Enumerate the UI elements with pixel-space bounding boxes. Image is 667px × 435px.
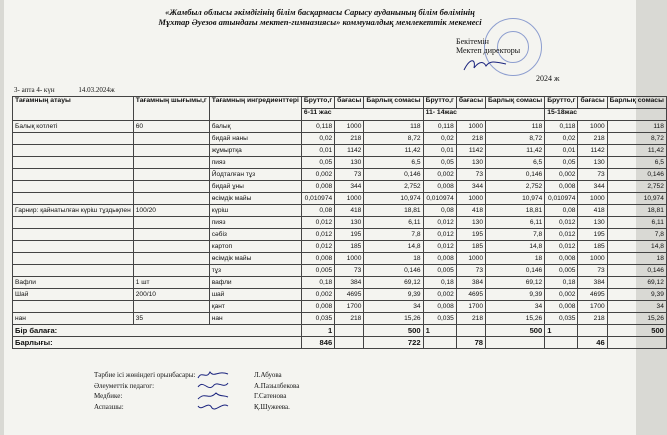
- value-cell: 6,11: [486, 217, 545, 229]
- value-cell: 18,81: [486, 205, 545, 217]
- value-cell: 0,012: [545, 241, 578, 253]
- col-price-2: бағасы: [456, 97, 485, 109]
- overall-row: [13, 337, 667, 349]
- approval-title: Бекітемін: [456, 37, 489, 46]
- value-cell: 6,11: [364, 217, 423, 229]
- value-cell: 0,02: [301, 133, 334, 145]
- table-row: [13, 241, 667, 253]
- value-cell: 0,008: [545, 181, 578, 193]
- dish-cell: [13, 265, 134, 277]
- signature-name: Л.Абуова: [254, 371, 282, 379]
- col-brutto-1: Брутто,г: [301, 97, 334, 109]
- value-cell: 195: [335, 229, 364, 241]
- dish-cell: [13, 253, 134, 265]
- value-cell: 384: [578, 277, 607, 289]
- value-cell: 0,008: [423, 253, 456, 265]
- ingredient-cell: тұз: [209, 265, 301, 277]
- signature-role: Әлеуметтік педагог:: [94, 381, 155, 390]
- per-child-label: Бір балаға:: [13, 325, 302, 337]
- value-cell: 0,146: [607, 169, 666, 181]
- value-cell: 6,11: [607, 217, 666, 229]
- table-row: [13, 289, 667, 301]
- ingredient-cell: бидай наны: [209, 133, 301, 145]
- value-cell: 0,008: [301, 181, 334, 193]
- value-cell: 0,008: [301, 301, 334, 313]
- value-cell: 10,974: [486, 193, 545, 205]
- value-cell: 69,12: [486, 277, 545, 289]
- output-cell: [133, 265, 209, 277]
- value-cell: 34: [486, 301, 545, 313]
- value-cell: 0,008: [545, 301, 578, 313]
- value-cell: 1000: [578, 193, 607, 205]
- col-output: Тағамның шығымы,г: [133, 97, 209, 121]
- dish-cell: [13, 133, 134, 145]
- value-cell: 15,26: [364, 313, 423, 325]
- output-cell: 100/20: [133, 205, 209, 217]
- value-cell: 1142: [335, 145, 364, 157]
- ingredient-cell: пияз: [209, 157, 301, 169]
- ingredient-cell: қант: [209, 301, 301, 313]
- value-cell: 1000: [456, 253, 485, 265]
- output-cell: [133, 241, 209, 253]
- value-cell: 384: [456, 277, 485, 289]
- ingredient-cell: сәбіз: [209, 229, 301, 241]
- table-row: [13, 181, 667, 193]
- table-row: [13, 265, 667, 277]
- value-cell: 1000: [578, 121, 607, 133]
- output-cell: [133, 133, 209, 145]
- value-cell: 18: [607, 253, 666, 265]
- value-cell: 34: [364, 301, 423, 313]
- value-cell: 7,8: [607, 229, 666, 241]
- value-cell: 15,26: [607, 313, 666, 325]
- output-cell: [133, 253, 209, 265]
- value-cell: 0,01: [545, 145, 578, 157]
- table-row: [13, 145, 667, 157]
- value-cell: 0,012: [423, 229, 456, 241]
- menu-date: 14.03.2024ж: [78, 86, 115, 94]
- value-cell: 7,8: [486, 229, 545, 241]
- value-cell: 0,05: [545, 157, 578, 169]
- director-signature-icon: [462, 56, 508, 74]
- value-cell: 185: [578, 241, 607, 253]
- value-cell: 384: [335, 277, 364, 289]
- overall-count-2: 78: [456, 337, 485, 349]
- ingredient-cell: өсімдік майы: [209, 253, 301, 265]
- value-cell: 73: [456, 265, 485, 277]
- value-cell: 1000: [335, 121, 364, 133]
- value-cell: 18: [486, 253, 545, 265]
- per-child-count-3: 1: [545, 325, 578, 337]
- table-row: [13, 205, 667, 217]
- value-cell: 4695: [456, 289, 485, 301]
- ingredient-cell: картоп: [209, 241, 301, 253]
- value-cell: 18: [364, 253, 423, 265]
- menu-meta: [14, 86, 137, 94]
- value-cell: 185: [335, 241, 364, 253]
- value-cell: 1142: [456, 145, 485, 157]
- value-cell: 118: [364, 121, 423, 133]
- signature-name: А.Пазылбекова: [254, 381, 300, 390]
- col-total-2: Барлық сомасы: [486, 97, 545, 109]
- value-cell: 0,002: [423, 169, 456, 181]
- output-cell: [133, 301, 209, 313]
- value-cell: 0,118: [545, 121, 578, 133]
- value-cell: 0,08: [301, 205, 334, 217]
- table-row: [13, 157, 667, 169]
- value-cell: 0,118: [301, 121, 334, 133]
- value-cell: 73: [335, 169, 364, 181]
- value-cell: 0,012: [301, 241, 334, 253]
- table-row: [13, 133, 667, 145]
- per-child-count-1: 1: [301, 325, 334, 337]
- value-cell: 6,5: [364, 157, 423, 169]
- value-cell: 130: [335, 217, 364, 229]
- value-cell: 0,012: [301, 217, 334, 229]
- dish-cell: Гарнир: қайнатылған күріш тұздықпен: [13, 205, 134, 217]
- signature-role: Аспазшы:: [94, 402, 124, 411]
- value-cell: 0,002: [301, 169, 334, 181]
- signature-name: Қ.Шужеева.: [254, 402, 290, 411]
- output-cell: [133, 169, 209, 181]
- value-cell: 418: [335, 205, 364, 217]
- per-child-row: [13, 325, 667, 337]
- value-cell: 0,146: [486, 169, 545, 181]
- approval-year: 2024 ж: [536, 74, 560, 83]
- value-cell: 0,02: [423, 133, 456, 145]
- ingredient-cell: вафли: [209, 277, 301, 289]
- value-cell: 9,39: [607, 289, 666, 301]
- value-cell: 14,8: [486, 241, 545, 253]
- school-header-line2: Мұхтар Әуезов атындағы мектеп-гимназиясы» коммуналдық мемлекеттік мекемесі: [158, 17, 482, 27]
- value-cell: 0,008: [301, 253, 334, 265]
- value-cell: 18,81: [364, 205, 423, 217]
- value-cell: 0,035: [423, 313, 456, 325]
- table-row: [13, 277, 667, 289]
- value-cell: 9,39: [486, 289, 545, 301]
- value-cell: 0,002: [301, 289, 334, 301]
- value-cell: 7,8: [364, 229, 423, 241]
- col-dish: Тағамның атауы: [13, 97, 134, 121]
- value-cell: 218: [456, 133, 485, 145]
- ingredient-cell: шай: [209, 289, 301, 301]
- value-cell: 0,005: [423, 265, 456, 277]
- value-cell: 0,010974: [301, 193, 334, 205]
- value-cell: 73: [456, 169, 485, 181]
- value-cell: 0,012: [423, 241, 456, 253]
- document-sheet: [4, 0, 664, 435]
- value-cell: 195: [456, 229, 485, 241]
- dish-cell: Шай: [13, 289, 134, 301]
- value-cell: 73: [578, 169, 607, 181]
- per-child-total-1: 500: [364, 325, 423, 337]
- value-cell: 418: [456, 205, 485, 217]
- output-cell: [133, 217, 209, 229]
- table-row: [13, 169, 667, 181]
- ingredient-cell: өсімдік майы: [209, 193, 301, 205]
- value-cell: 344: [578, 181, 607, 193]
- dish-cell: [13, 217, 134, 229]
- value-cell: 218: [456, 313, 485, 325]
- signature-icon: [196, 400, 230, 414]
- dish-cell: [13, 229, 134, 241]
- value-cell: 0,035: [301, 313, 334, 325]
- output-cell: 200/10: [133, 289, 209, 301]
- table-row: [13, 121, 667, 133]
- value-cell: 1000: [335, 193, 364, 205]
- value-cell: 0,012: [301, 229, 334, 241]
- per-child-count-2: 1: [423, 325, 456, 337]
- dish-cell: Вафли: [13, 277, 134, 289]
- value-cell: 11,42: [364, 145, 423, 157]
- dish-cell: [13, 145, 134, 157]
- value-cell: 0,146: [364, 169, 423, 181]
- week-day: 3- апта 4- күн: [14, 86, 55, 94]
- value-cell: 6,5: [607, 157, 666, 169]
- value-cell: 2,752: [486, 181, 545, 193]
- value-cell: 218: [578, 133, 607, 145]
- dish-cell: [13, 193, 134, 205]
- value-cell: 0,012: [545, 217, 578, 229]
- value-cell: 2,752: [364, 181, 423, 193]
- overall-count-3: 46: [578, 337, 607, 349]
- table-row: [13, 217, 667, 229]
- table-row: [13, 253, 667, 265]
- value-cell: 4695: [335, 289, 364, 301]
- value-cell: 0,01: [301, 145, 334, 157]
- value-cell: 1700: [335, 301, 364, 313]
- signature-name: Г.Сатенова: [254, 392, 287, 400]
- ingredient-cell: Йодталған тұз: [209, 169, 301, 181]
- overall-label: Барлығы:: [13, 337, 302, 349]
- value-cell: 0,008: [545, 253, 578, 265]
- col-price-3: бағасы: [578, 97, 607, 109]
- output-cell: [133, 145, 209, 157]
- output-cell: [133, 229, 209, 241]
- dish-cell: [13, 169, 134, 181]
- value-cell: 2,752: [607, 181, 666, 193]
- signature-role: Медбике:: [94, 392, 123, 400]
- value-cell: 118: [486, 121, 545, 133]
- col-price-1: бағасы: [335, 97, 364, 109]
- approval-block: [456, 37, 520, 55]
- overall-total-1: 722: [364, 337, 423, 349]
- value-cell: 0,18: [301, 277, 334, 289]
- output-cell: [133, 193, 209, 205]
- value-cell: 73: [335, 265, 364, 277]
- table-row: [13, 301, 667, 313]
- output-cell: [133, 181, 209, 193]
- value-cell: 118: [607, 121, 666, 133]
- value-cell: 195: [578, 229, 607, 241]
- value-cell: 0,118: [423, 121, 456, 133]
- approval-position: Мектеп директоры: [456, 46, 521, 55]
- ingredient-cell: жұмыртқа: [209, 145, 301, 157]
- value-cell: 14,8: [364, 241, 423, 253]
- value-cell: 130: [335, 157, 364, 169]
- value-cell: 0,010974: [545, 193, 578, 205]
- value-cell: 0,146: [607, 265, 666, 277]
- value-cell: 130: [578, 217, 607, 229]
- value-cell: 0,008: [423, 301, 456, 313]
- ingredient-cell: нан: [209, 313, 301, 325]
- value-cell: 130: [456, 157, 485, 169]
- col-ingredients: Тағамның ингредиенттері: [209, 97, 301, 121]
- value-cell: 0,02: [545, 133, 578, 145]
- value-cell: 14,8: [607, 241, 666, 253]
- value-cell: 4695: [578, 289, 607, 301]
- value-cell: 1000: [578, 253, 607, 265]
- ingredient-cell: күріш: [209, 205, 301, 217]
- value-cell: 1000: [456, 121, 485, 133]
- col-total-3: Барлық сомасы: [607, 97, 666, 109]
- value-cell: 0,01: [423, 145, 456, 157]
- value-cell: 0,010974: [423, 193, 456, 205]
- per-child-total-3: 500: [607, 325, 666, 337]
- age-group-2: 11- 14жас: [423, 109, 545, 121]
- ingredient-cell: пияз: [209, 217, 301, 229]
- age-group-1: 6-11 жас: [301, 109, 423, 121]
- value-cell: 218: [335, 133, 364, 145]
- value-cell: 218: [335, 313, 364, 325]
- value-cell: 185: [456, 241, 485, 253]
- output-cell: 60: [133, 121, 209, 133]
- table-row: [13, 229, 667, 241]
- col-brutto-3: Брутто,г: [545, 97, 578, 109]
- output-cell: [133, 157, 209, 169]
- value-cell: 10,974: [607, 193, 666, 205]
- table-row: [13, 193, 667, 205]
- value-cell: 11,42: [607, 145, 666, 157]
- value-cell: 0,18: [545, 277, 578, 289]
- ingredient-cell: бидай ұны: [209, 181, 301, 193]
- value-cell: 0,012: [423, 217, 456, 229]
- table-row: [13, 313, 667, 325]
- value-cell: 0,005: [301, 265, 334, 277]
- value-cell: 8,72: [364, 133, 423, 145]
- value-cell: 130: [456, 217, 485, 229]
- value-cell: 344: [456, 181, 485, 193]
- value-cell: 6,5: [486, 157, 545, 169]
- value-cell: 0,012: [545, 229, 578, 241]
- value-cell: 9,39: [364, 289, 423, 301]
- value-cell: 8,72: [486, 133, 545, 145]
- value-cell: 8,72: [607, 133, 666, 145]
- value-cell: 34: [607, 301, 666, 313]
- age-group-3: 15-18жас: [545, 109, 667, 121]
- value-cell: 0,146: [364, 265, 423, 277]
- value-cell: 11,42: [486, 145, 545, 157]
- dish-cell: нан: [13, 313, 134, 325]
- value-cell: 18,81: [607, 205, 666, 217]
- overall-count-1: 846: [301, 337, 334, 349]
- value-cell: 218: [578, 313, 607, 325]
- dish-cell: [13, 301, 134, 313]
- school-header-line1: «Жамбыл облысы әкімдігінің білім басқармасы Сарысу ауданының білім бөлімінің: [165, 7, 475, 17]
- value-cell: 0,002: [545, 169, 578, 181]
- output-cell: 1 шт: [133, 277, 209, 289]
- dish-cell: Балық котлеті: [13, 121, 134, 133]
- ingredient-cell: балық: [209, 121, 301, 133]
- value-cell: 69,12: [607, 277, 666, 289]
- signature-role: Тәрбие ісі жөніндегі орынбасары:: [94, 371, 196, 379]
- dish-cell: [13, 181, 134, 193]
- value-cell: 0,08: [423, 205, 456, 217]
- per-child-total-2: 500: [486, 325, 545, 337]
- value-cell: 0,002: [423, 289, 456, 301]
- value-cell: 0,05: [301, 157, 334, 169]
- dish-cell: [13, 241, 134, 253]
- value-cell: 69,12: [364, 277, 423, 289]
- value-cell: 0,035: [545, 313, 578, 325]
- dish-cell: [13, 157, 134, 169]
- value-cell: 0,146: [486, 265, 545, 277]
- col-total-1: Барлық сомасы: [364, 97, 423, 109]
- value-cell: 1700: [578, 301, 607, 313]
- value-cell: 0,002: [545, 289, 578, 301]
- menu-table: [12, 96, 667, 349]
- value-cell: 0,008: [423, 181, 456, 193]
- value-cell: 344: [335, 181, 364, 193]
- value-cell: 1700: [456, 301, 485, 313]
- value-cell: 1142: [578, 145, 607, 157]
- value-cell: 130: [578, 157, 607, 169]
- value-cell: 0,005: [545, 265, 578, 277]
- value-cell: 15,26: [486, 313, 545, 325]
- output-cell: 35: [133, 313, 209, 325]
- value-cell: 1000: [335, 253, 364, 265]
- value-cell: 73: [578, 265, 607, 277]
- value-cell: 418: [578, 205, 607, 217]
- value-cell: 1000: [456, 193, 485, 205]
- value-cell: 0,08: [545, 205, 578, 217]
- value-cell: 10,974: [364, 193, 423, 205]
- col-brutto-2: Брутто,г: [423, 97, 456, 109]
- value-cell: 0,18: [423, 277, 456, 289]
- value-cell: 0,05: [423, 157, 456, 169]
